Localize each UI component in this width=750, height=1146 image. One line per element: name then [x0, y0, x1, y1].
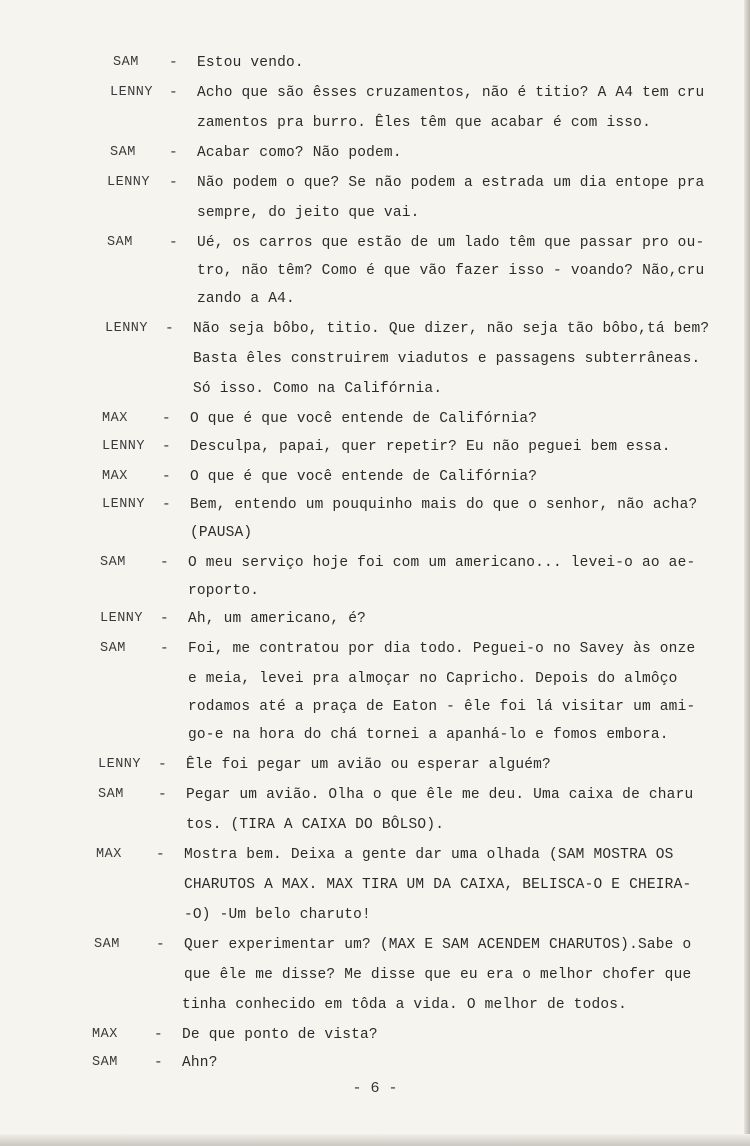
dialogue-text: De que ponto de vista? — [182, 1027, 378, 1043]
speaker-dash: - — [160, 555, 169, 571]
dialogue-text: Ué, os carros que estão de um lado têm que passar pro ou- — [197, 235, 705, 251]
dialogue-line — [0, 578, 750, 604]
dialogue-line — [0, 170, 750, 196]
dialogue-text: Bem, entendo um pouquinho mais do que o senhor, não acha? — [190, 497, 698, 513]
dialogue-line — [0, 376, 750, 402]
speaker-dash: - — [154, 1027, 163, 1043]
dialogue-line — [0, 694, 750, 720]
dialogue-text: Pegar um avião. Olha o que êle me deu. Uma caixa de charu — [186, 787, 694, 803]
dialogue-text: Desculpa, papai, quer repetir? Eu não peguei bem essa. — [190, 439, 671, 455]
dialogue-text: e meia, levei pra almoçar no Capricho. Depois do almôço — [188, 671, 678, 687]
speaker-dash: - — [169, 175, 178, 191]
dialogue-text: O que é que você entende de Califórnia? — [190, 469, 538, 485]
dialogue-text: Mostra bem. Deixa a gente dar uma olhada (SAM MOSTRA OS — [184, 847, 674, 863]
speaker-name: LENNY — [110, 85, 154, 100]
dialogue-line — [0, 752, 750, 778]
speaker-dash: - — [169, 235, 178, 251]
dialogue-text: (PAUSA) — [190, 525, 253, 541]
dialogue-line — [0, 992, 750, 1018]
dialogue-text: Não podem o que? Se não podem a estrada um dia entope pra — [197, 175, 705, 191]
dialogue-text: Êle foi pegar um avião ou esperar alguém? — [186, 757, 551, 773]
speaker-dash: - — [158, 787, 167, 803]
dialogue-line — [0, 434, 750, 460]
speaker-name: LENNY — [102, 497, 146, 512]
speaker-dash: - — [162, 411, 171, 427]
speaker-dash: - — [156, 847, 165, 863]
speaker-dash: - — [160, 641, 169, 657]
dialogue-text: CHARUTOS A MAX. MAX TIRA UM DA CAIXA, BELISCA-O E CHEIRA- — [184, 877, 692, 893]
speaker-name: MAX — [102, 411, 128, 426]
speaker-dash: - — [165, 321, 174, 337]
speaker-name: SAM — [100, 641, 126, 656]
dialogue-line — [0, 902, 750, 928]
dialogue-line — [0, 286, 750, 312]
speaker-name: SAM — [94, 937, 120, 952]
speaker-name: SAM — [107, 235, 133, 250]
dialogue-text: O meu serviço hoje foi com um americano... levei-o ao ae- — [188, 555, 696, 571]
speaker-dash: - — [162, 439, 171, 455]
speaker-name: MAX — [102, 469, 128, 484]
dialogue-line — [0, 550, 750, 576]
dialogue-text: zamentos pra burro. Êles têm que acabar é com isso. — [197, 115, 651, 131]
dialogue-line — [0, 200, 750, 226]
dialogue-line — [0, 50, 750, 76]
speaker-name: LENNY — [107, 175, 151, 190]
dialogue-text: sempre, do jeito que vai. — [197, 205, 420, 221]
dialogue-line — [0, 316, 750, 342]
speaker-dash: - — [154, 1055, 163, 1071]
dialogue-text: Foi, me contratou por dia todo. Peguei-o no Savey às onze — [188, 641, 696, 657]
page-number: - 6 - — [352, 1080, 398, 1097]
dialogue-line — [0, 842, 750, 868]
speaker-name: MAX — [92, 1027, 118, 1042]
dialogue-text: Não seja bôbo, titio. Que dizer, não seja tão bôbo,tá bem? — [193, 321, 710, 337]
speaker-dash: - — [160, 611, 169, 627]
dialogue-text: tro, não têm? Como é que vão fazer isso - voando? Não,cru — [197, 263, 705, 279]
dialogue-line — [0, 782, 750, 808]
dialogue-text: O que é que você entende de Califórnia? — [190, 411, 538, 427]
dialogue-line — [0, 722, 750, 748]
speaker-name: LENNY — [105, 321, 149, 336]
dialogue-text: Só isso. Como na Califórnia. — [193, 381, 443, 397]
dialogue-line — [0, 464, 750, 490]
speaker-dash: - — [169, 145, 178, 161]
speaker-name: LENNY — [102, 439, 146, 454]
speaker-name: SAM — [92, 1055, 118, 1070]
dialogue-line — [0, 606, 750, 632]
dialogue-text: roporto. — [188, 583, 260, 599]
dialogue-text: Acabar como? Não podem. — [197, 145, 402, 161]
dialogue-text: Ah, um americano, é? — [188, 611, 367, 627]
speaker-name: SAM — [110, 145, 136, 160]
dialogue-line — [0, 346, 750, 372]
speaker-name: LENNY — [98, 757, 142, 772]
speaker-dash: - — [156, 937, 165, 953]
dialogue-line — [0, 932, 750, 958]
speaker-dash: - — [169, 55, 178, 71]
speaker-name: SAM — [98, 787, 124, 802]
dialogue-text: Basta êles construirem viadutos e passagens subterrâneas. — [193, 351, 701, 367]
dialogue-line — [0, 1022, 750, 1048]
speaker-dash: - — [158, 757, 167, 773]
speaker-dash: - — [169, 85, 178, 101]
dialogue-text: rodamos até a praça de Eaton - êle foi lá visitar um ami- — [188, 699, 696, 715]
speaker-name: SAM — [113, 55, 139, 70]
dialogue-text: tos. (TIRA A CAIXA DO BÔLSO). — [186, 817, 445, 833]
dialogue-text: Quer experimentar um? (MAX E SAM ACENDEM CHARUTOS).Sabe o — [184, 937, 692, 953]
dialogue-text: Ahn? — [182, 1055, 218, 1071]
dialogue-line — [0, 520, 750, 546]
dialogue-text: tinha conhecido em tôda a vida. O melhor de todos. — [182, 997, 628, 1013]
dialogue-text: Acho que são êsses cruzamentos, não é titio? A A4 tem cru — [197, 85, 705, 101]
dialogue-text: -O) -Um belo charuto! — [184, 907, 371, 923]
dialogue-text: go-e na hora do chá tornei a apanhá-lo e fomos embora. — [188, 727, 669, 743]
dialogue-line — [0, 140, 750, 166]
dialogue-line — [0, 406, 750, 432]
speaker-name: LENNY — [100, 611, 144, 626]
speaker-name: MAX — [96, 847, 122, 862]
dialogue-line — [0, 1050, 750, 1076]
dialogue-line — [0, 636, 750, 662]
speaker-name: SAM — [100, 555, 126, 570]
dialogue-line — [0, 258, 750, 284]
paper-bottom-shadow — [0, 1134, 750, 1146]
dialogue-line — [0, 80, 750, 106]
dialogue-text: que êle me disse? Me disse que eu era o melhor chofer que — [184, 967, 692, 983]
dialogue-text: Estou vendo. — [197, 55, 304, 71]
dialogue-text: zando a A4. — [197, 291, 295, 307]
dialogue-line — [0, 962, 750, 988]
dialogue-line — [0, 872, 750, 898]
dialogue-line — [0, 492, 750, 518]
speaker-dash: - — [162, 469, 171, 485]
speaker-dash: - — [162, 497, 171, 513]
dialogue-line — [0, 666, 750, 692]
dialogue-line — [0, 230, 750, 256]
dialogue-line — [0, 812, 750, 838]
dialogue-line — [0, 110, 750, 136]
